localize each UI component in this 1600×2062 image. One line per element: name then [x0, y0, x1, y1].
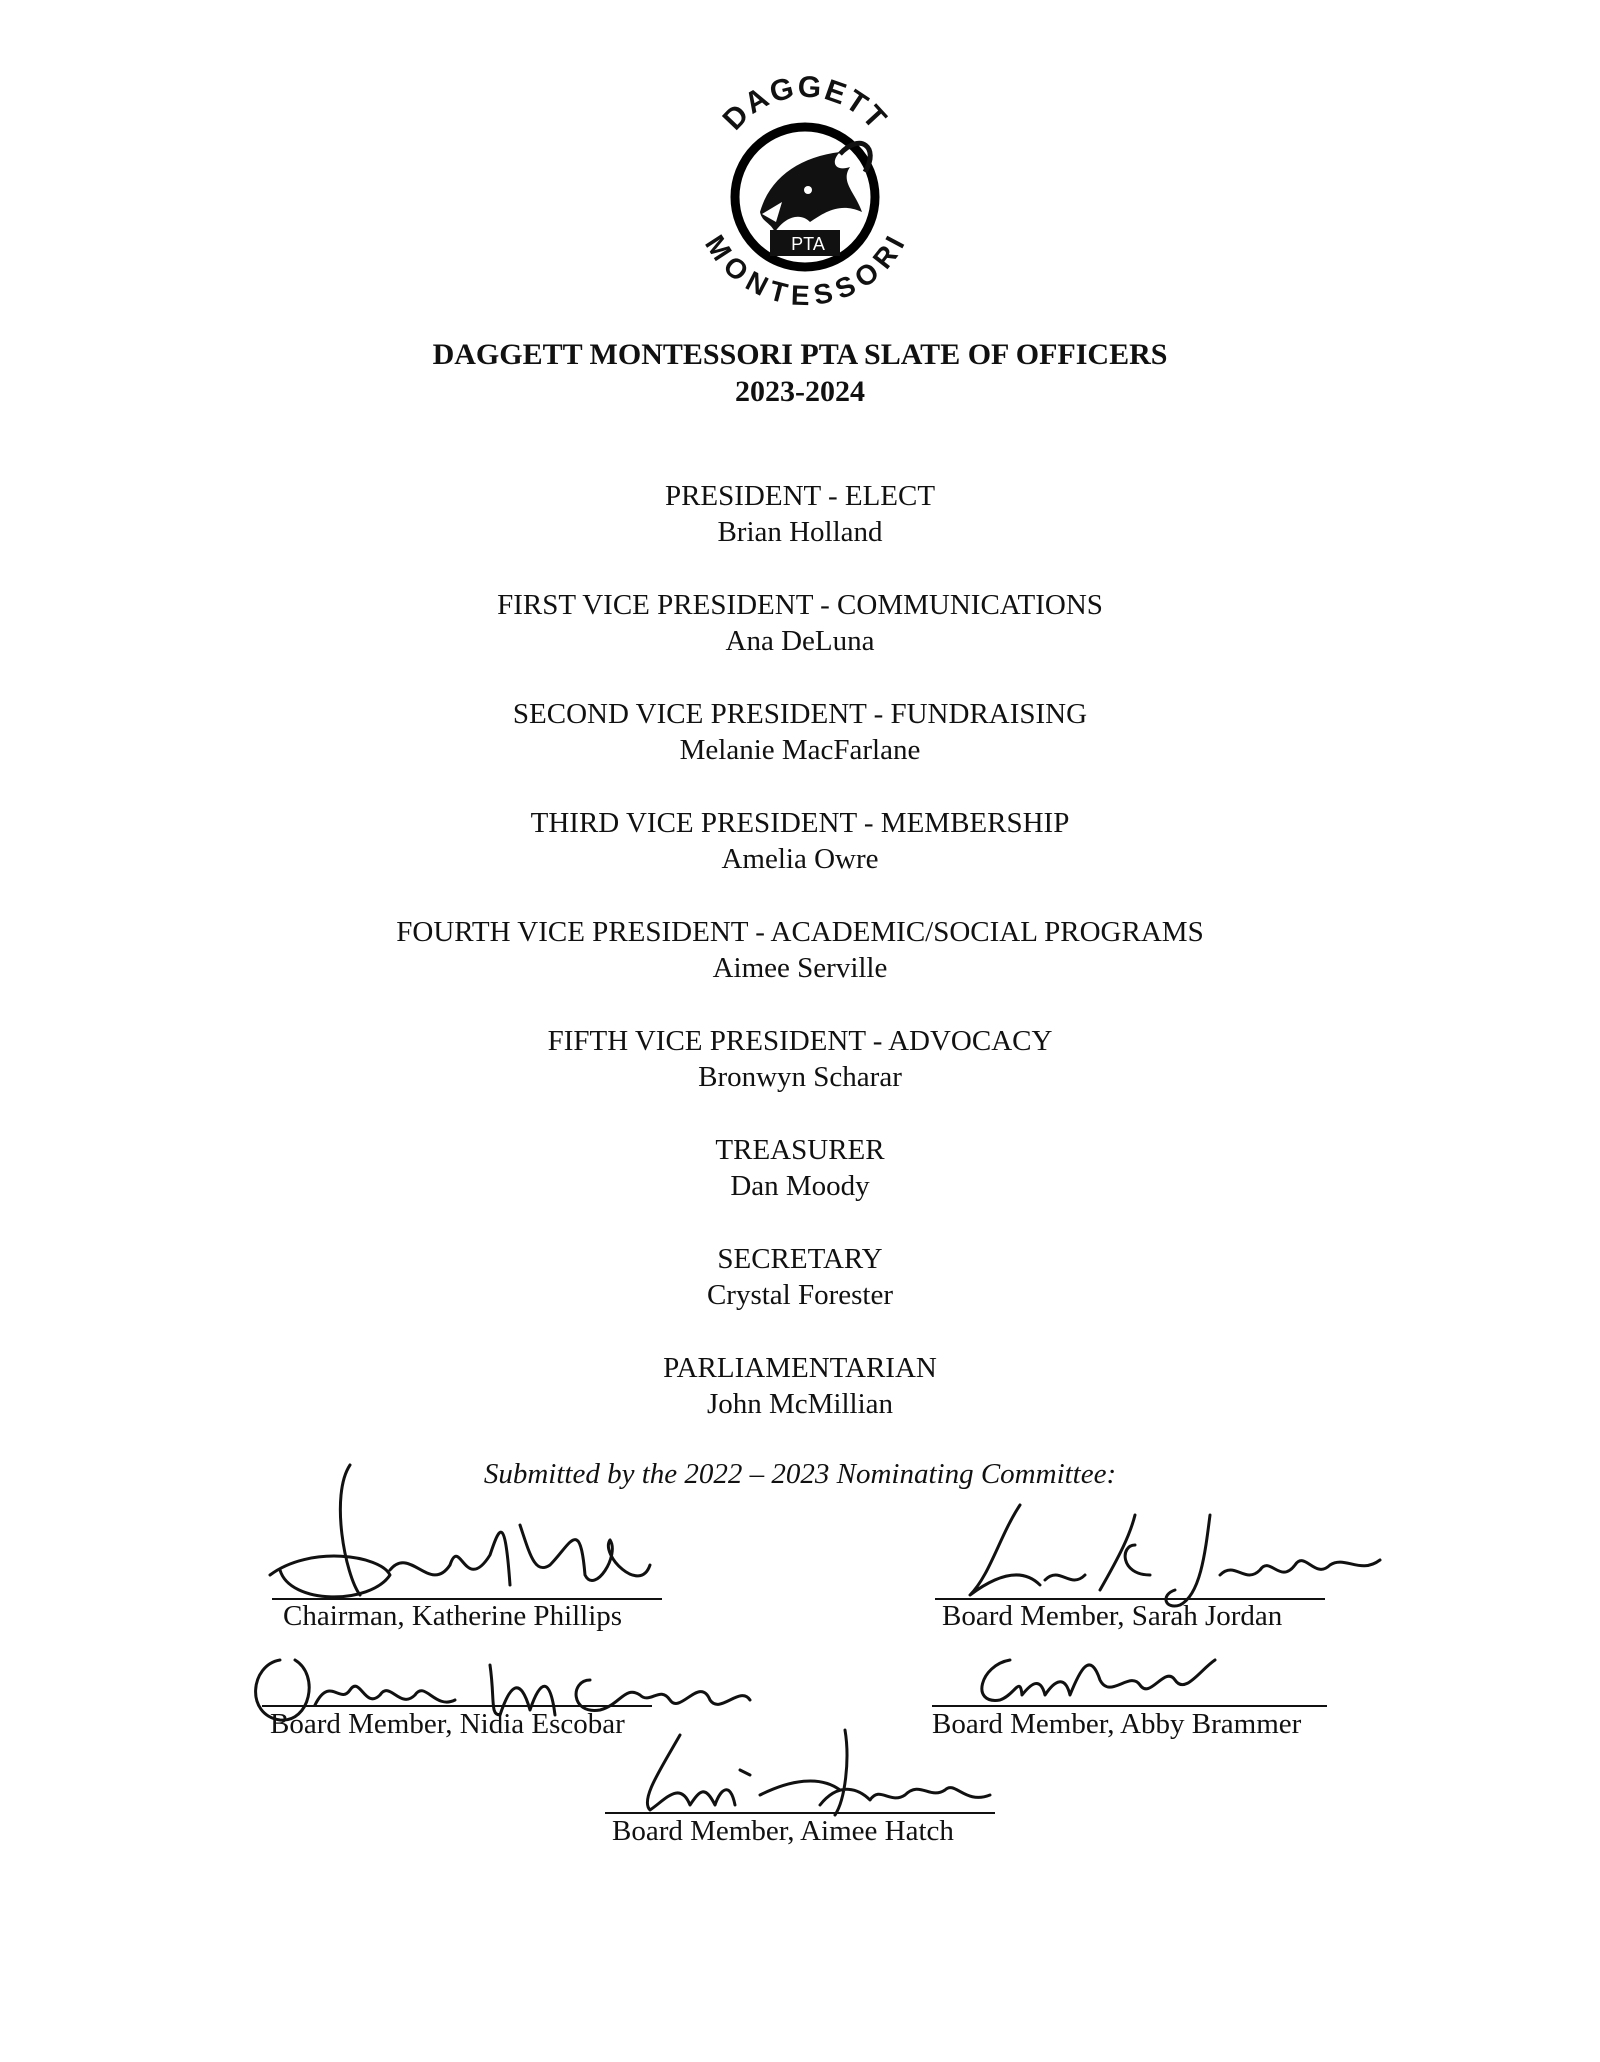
officer-name: Ana DeLuna: [725, 625, 875, 657]
document-title-block: [0, 336, 1600, 410]
officer-role: PARLIAMENTARIAN: [663, 1352, 937, 1384]
logo-top-text: DAGGETT: [716, 70, 894, 137]
officer-entry: [0, 914, 1600, 1023]
signature-caption: Board Member, Sarah Jordan: [942, 1600, 1283, 1632]
officer-role: THIRD VICE PRESIDENT - MEMBERSHIP: [530, 807, 1070, 839]
signature-caption: Board Member, Aimee Hatch: [612, 1815, 954, 1847]
officer-name: Melanie MacFarlane: [679, 734, 921, 766]
logo-bottom-text: MONTESSORI: [699, 229, 912, 312]
officer-role: SECOND VICE PRESIDENT - FUNDRAISING: [512, 698, 1088, 730]
signature-line: [262, 1705, 652, 1707]
officer-entry: [0, 1241, 1600, 1350]
officer-entry: [0, 696, 1600, 805]
document-title: DAGGETT MONTESSORI PTA SLATE OF OFFICERS: [432, 338, 1168, 371]
signature-line: [932, 1705, 1327, 1707]
officer-list: [0, 478, 1600, 1459]
signature-caption: Board Member, Abby Brammer: [932, 1708, 1302, 1740]
officer-name: Dan Moody: [730, 1170, 870, 1202]
officer-role: FIRST VICE PRESIDENT - COMMUNICATIONS: [497, 589, 1103, 621]
daggett-montessori-logo: [690, 62, 920, 322]
officer-name: Brian Holland: [717, 516, 883, 548]
signature-sarah-jordan: [950, 1495, 1390, 1615]
officer-name: Aimee Serville: [712, 952, 888, 984]
officer-name: Bronwyn Scharar: [698, 1061, 902, 1093]
officer-name: Crystal Forester: [706, 1279, 894, 1311]
officer-entry: [0, 1350, 1600, 1459]
officer-entry: [0, 478, 1600, 587]
logo-center-text: PTA: [791, 234, 825, 254]
submitted-by-line: Submitted by the 2022 – 2023 Nominating Committee:: [483, 1458, 1117, 1490]
officer-role: FIFTH VICE PRESIDENT - ADVOCACY: [547, 1025, 1053, 1057]
signature-line: [605, 1812, 995, 1814]
officer-role: TREASURER: [715, 1134, 885, 1166]
signature-caption: Board Member, Nidia Escobar: [270, 1708, 625, 1740]
officer-role: PRESIDENT - ELECT: [664, 480, 936, 512]
officer-role: SECRETARY: [717, 1243, 883, 1275]
document-year: 2023-2024: [735, 375, 865, 408]
officer-entry: [0, 805, 1600, 914]
officer-name: John McMillian: [706, 1388, 894, 1420]
officer-role: FOURTH VICE PRESIDENT - ACADEMIC/SOCIAL PROGRAMS: [396, 916, 1204, 948]
officer-entry: [0, 587, 1600, 696]
officer-entry: [0, 1023, 1600, 1132]
officer-name: Amelia Owre: [721, 843, 879, 875]
signature-caption: Chairman, Katherine Phillips: [283, 1600, 623, 1632]
officer-entry: [0, 1132, 1600, 1241]
